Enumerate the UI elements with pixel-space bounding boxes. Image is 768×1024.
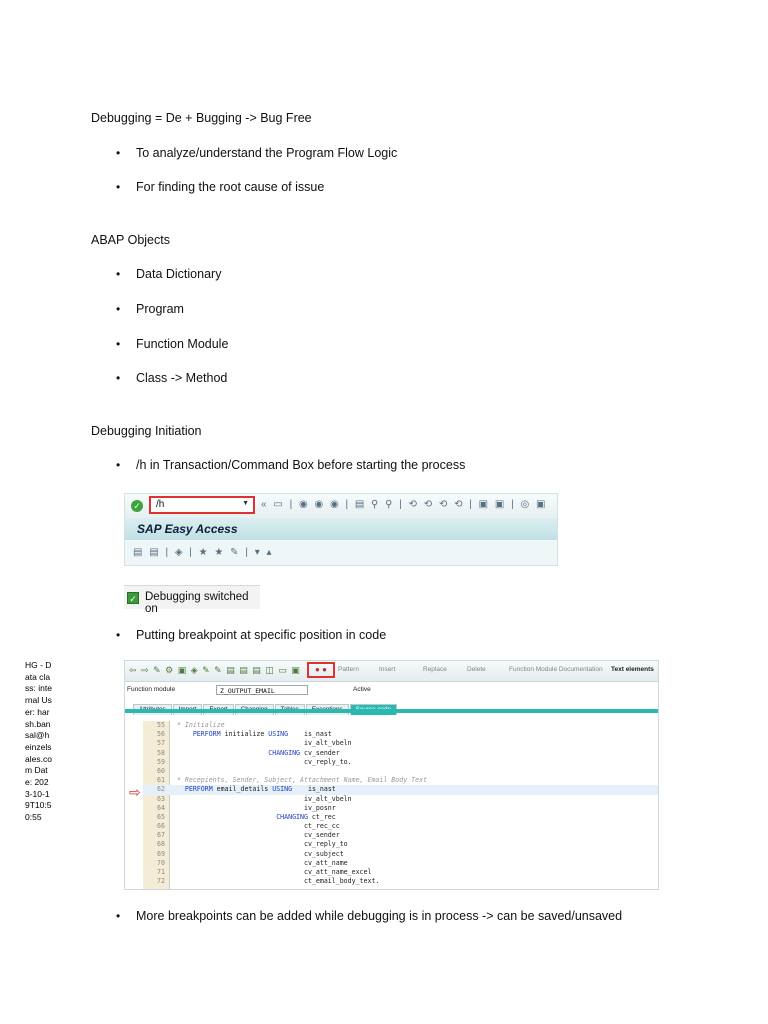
line-text: iv_alt_vbeln: [169, 739, 352, 748]
code-line: [143, 785, 659, 794]
line-number: 68: [157, 840, 165, 849]
code-line: [143, 804, 659, 813]
code-line: [143, 877, 659, 886]
list-item: [116, 266, 221, 282]
line-text: cv_reply_to: [169, 840, 348, 849]
app-toolbar-icons: ▤ ▤ | ◈ | ★ ★ ✎ | ▾ ▴: [133, 547, 274, 558]
list-item-text: Data Dictionary: [136, 267, 222, 281]
bullet-icon: •: [116, 909, 121, 923]
code-line: [143, 840, 659, 849]
list-item-text: Function Module: [136, 337, 229, 351]
line-number: 56: [157, 730, 165, 739]
toolbar-icons: « ▭ | ◉ ◉ ◉ | ▤ ⚲ ⚲ | ⟲ ⟲ ⟲ ⟲ | ▣ ▣ | ◎ ▣: [261, 499, 548, 510]
list-item: [116, 908, 622, 924]
screen-title: SAP Easy Access: [137, 522, 238, 536]
bullet-icon: •: [116, 302, 121, 316]
command-field-value: /h: [156, 499, 165, 510]
heading-debugging-initiation: Debugging Initiation: [91, 424, 202, 438]
source-code: [143, 721, 659, 886]
line-number: 71: [157, 868, 165, 876]
checkbox-checked-icon: ✓: [127, 592, 139, 604]
line-text: PERFORM initialize USING is_nast: [192, 730, 332, 739]
line-number: 70: [157, 858, 165, 867]
function-module-label: Function module: [127, 686, 176, 693]
code-line: [143, 776, 659, 785]
list-item: [116, 336, 228, 352]
code-line: [143, 749, 659, 758]
list-item-text: Putting breakpoint at specific position in code: [136, 628, 387, 642]
line-text: cv_subject: [169, 849, 344, 858]
line-text: cv_att_name: [169, 858, 348, 867]
list-item: [116, 457, 465, 473]
enter-check-icon: ✓: [131, 500, 143, 512]
code-line: [143, 767, 659, 776]
line-text: * Initialize: [169, 721, 225, 729]
line-text: CHANGING cv_sender: [268, 748, 340, 757]
line-text: CHANGING ct_rec: [276, 812, 336, 821]
line-text: cv_sender: [169, 831, 340, 840]
line-number: 60: [157, 766, 165, 775]
code-line: [143, 859, 659, 868]
bullet-icon: •: [116, 146, 121, 160]
line-text: * Recepients, Sender, Subject, Attachment Name, Email Body Text: [169, 776, 428, 785]
bullet-icon: •: [116, 628, 121, 642]
object-status: Active: [353, 686, 371, 693]
toolbar-label: Insert: [379, 666, 396, 673]
line-number: 69: [157, 849, 165, 858]
list-item: [116, 145, 397, 161]
debug-status-screenshot: [124, 585, 260, 615]
editor-tabs: [133, 698, 398, 709]
code-line: [143, 758, 659, 767]
code-line: [143, 739, 659, 748]
line-text: ct_rec_cc: [169, 822, 340, 831]
bullet-icon: •: [116, 180, 121, 194]
line-number: 65: [157, 812, 165, 821]
line-text: iv_posnr: [169, 803, 336, 812]
list-item-text: /h in Transaction/Command Box before starting the process: [136, 458, 466, 472]
sidebar-metadata: HG - Data class: internal User: harsh.bansal@heinzelsales.com Date: 2023-10-19T10:50:55: [25, 660, 52, 823]
line-number: 63: [157, 794, 165, 803]
list-item-text: For finding the root cause of issue: [136, 180, 325, 194]
line-number: 61: [157, 776, 165, 785]
list-item: [116, 301, 184, 317]
heading-debugging: Debugging = De + Bugging -> Bug Free: [91, 111, 312, 125]
line-number: 59: [157, 757, 165, 766]
line-number: 58: [157, 748, 165, 757]
list-item: [116, 179, 324, 195]
abap-editor-screenshot: [124, 660, 659, 890]
code-line: [143, 822, 659, 831]
line-text: cv_reply_to.: [169, 757, 352, 766]
list-item: [116, 627, 386, 643]
line-number: 64: [157, 803, 165, 812]
breakpoint-icon: ● ●: [307, 662, 335, 678]
line-number: 57: [157, 739, 165, 748]
line-text: cv_att_name_excel: [169, 868, 372, 876]
list-item-text: Class -> Method: [136, 371, 228, 385]
code-line: [143, 831, 659, 840]
sap-toolbar-screenshot: [124, 493, 558, 566]
toolbar-label: Delete: [467, 666, 486, 673]
list-item-text: More breakpoints can be added while debugging is in process -> can be saved/unsaved: [136, 909, 623, 923]
bullet-icon: •: [116, 337, 121, 351]
code-line: [143, 813, 659, 822]
heading-abap-objects: ABAP Objects: [91, 233, 170, 247]
bullet-icon: •: [116, 371, 121, 385]
arrow-right-icon: ⇨: [129, 784, 141, 800]
list-item-text: Program: [136, 302, 184, 316]
code-line: [143, 850, 659, 859]
list-item: [116, 370, 227, 386]
line-number: 72: [157, 877, 165, 886]
line-text: PERFORM email_details USING is_nast: [184, 785, 336, 794]
toolbar-label: Replace: [423, 666, 447, 673]
chevron-down-icon: ▼: [242, 500, 249, 507]
code-line: [143, 795, 659, 804]
bullet-icon: •: [116, 267, 121, 281]
list-item-text: To analyze/understand the Program Flow Logic: [136, 146, 398, 160]
bullet-icon: •: [116, 458, 121, 472]
command-field: [149, 496, 255, 514]
editor-toolbar-icons: ⇦ ⇨ ✎ ⚙ ▣ ◈ ✎ ✎ ▤ ▤ ▤ ◫ ▭ ▣: [129, 665, 301, 675]
line-number: 67: [157, 831, 165, 840]
toolbar-label: Function Module Documentation: [509, 666, 603, 673]
line-text: iv_alt_vbeln: [169, 794, 352, 803]
line-number: 66: [157, 822, 165, 831]
tab-underline: [125, 709, 658, 713]
code-line: [143, 721, 659, 730]
line-text: ct_email_body_text.: [169, 877, 380, 886]
line-number: 62: [157, 785, 165, 794]
line-number: 55: [157, 721, 165, 729]
toolbar-label: Pattern: [338, 666, 359, 673]
function-module-field: Z_OUTPUT_EMAIL: [216, 685, 308, 695]
debug-status-text: Debugging switched on: [145, 591, 249, 615]
code-line: [143, 730, 659, 739]
toolbar-label: Text elements: [611, 666, 654, 673]
code-line: [143, 868, 659, 877]
